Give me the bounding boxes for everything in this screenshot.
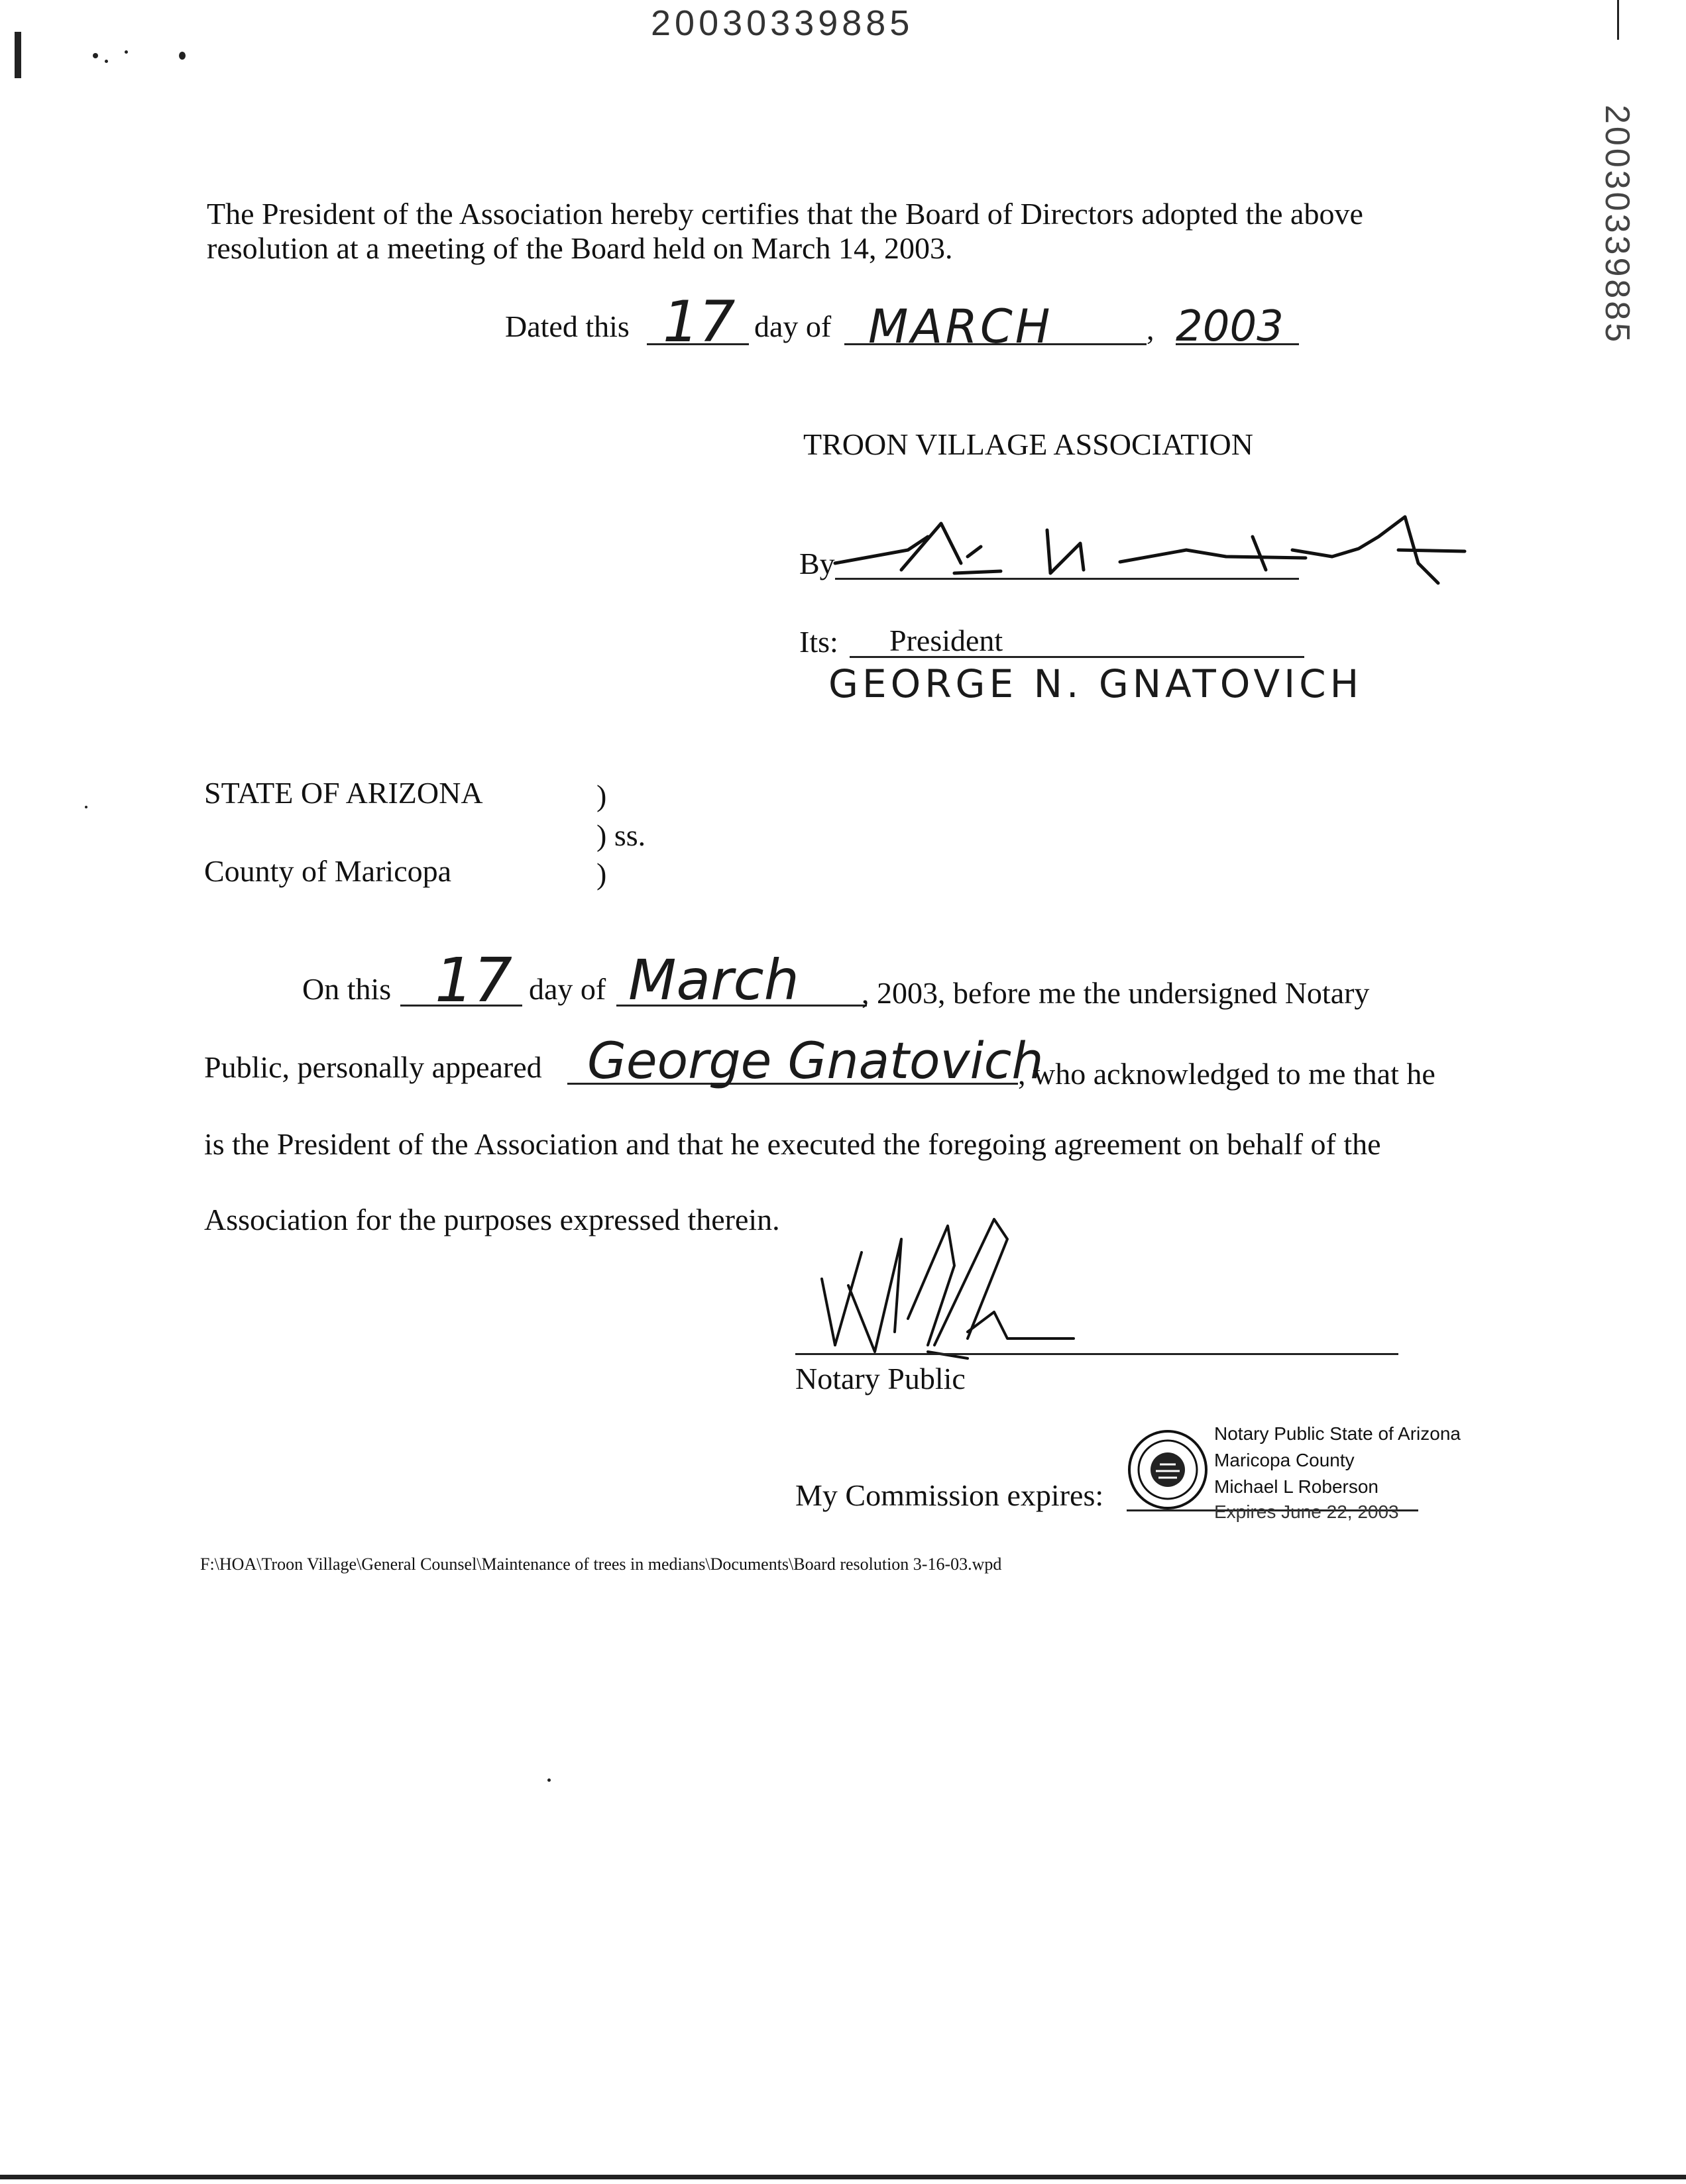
notary-stamp-line-1: Notary Public State of Arizona xyxy=(1214,1423,1461,1444)
ack-rest-2: , who acknowledged to me that he xyxy=(1018,1057,1435,1091)
dated-prefix: Dated this xyxy=(505,309,630,343)
dated-comma: , xyxy=(1147,312,1154,346)
commission-label: My Commission expires: xyxy=(795,1478,1104,1512)
officer-title: President xyxy=(889,624,1003,657)
ack-public-appeared: Public, personally appeared xyxy=(204,1050,542,1084)
certification-line-1: The President of the Association hereby certifies that the Board of Directors adopted the above xyxy=(207,197,1363,231)
scan-speck xyxy=(179,52,186,60)
margin-stamp: 20030339885 xyxy=(1598,105,1636,345)
right-edge-mark xyxy=(1617,0,1619,40)
scan-speck xyxy=(105,60,108,63)
file-path: F:\HOA\Troon Village\General Counsel\Maintenance of trees in medians\Documents\Board resolution 3-16-03.wpd xyxy=(200,1555,1002,1574)
venue-paren-3: ) xyxy=(596,857,607,891)
printed-name: GEORGE N. GNATOVICH xyxy=(828,661,1363,706)
scan-speck xyxy=(93,53,98,58)
venue-ss: ) ss. xyxy=(596,818,646,852)
ack-on-this: On this xyxy=(302,972,392,1006)
notary-stamp-line-2: Maricopa County xyxy=(1214,1450,1355,1470)
dated-month: MARCH xyxy=(868,300,1053,354)
document-number: 20030339885 xyxy=(651,3,914,43)
president-signature xyxy=(828,510,1491,610)
ack-month: March xyxy=(628,948,799,1012)
ack-rest-1: , 2003, before me the undersigned Notary xyxy=(862,976,1370,1010)
dated-year: 2003 xyxy=(1176,302,1284,351)
ack-day: 17 xyxy=(435,945,513,1016)
notary-signature-line xyxy=(795,1353,1398,1355)
notary-seal-icon xyxy=(1127,1429,1209,1511)
association-name: TROON VILLAGE ASSOCIATION xyxy=(803,427,1253,461)
its-label: Its: xyxy=(799,625,838,659)
dated-mid: day of xyxy=(754,309,832,343)
dated-day: 17 xyxy=(663,289,736,355)
scan-speck xyxy=(125,50,128,54)
left-edge-mark xyxy=(15,32,21,78)
by-label: By xyxy=(799,547,835,580)
certification-line-2: resolution at a meeting of the Board held on March 14, 2003. xyxy=(207,231,953,265)
scan-speck xyxy=(547,1778,551,1782)
ack-line-4: Association for the purposes expressed therein. xyxy=(204,1203,780,1236)
ack-line-3: is the President of the Association and that he executed the foregoing agreement on behalf of the xyxy=(204,1127,1381,1161)
venue-state: STATE OF ARIZONA xyxy=(204,776,483,810)
scan-speck xyxy=(85,806,87,808)
notary-stamp-line-4: Expires June 22, 2003 xyxy=(1214,1502,1399,1522)
ack-day-of: day of xyxy=(529,972,606,1006)
ack-appeared-name: George Gnatovich xyxy=(587,1031,1044,1090)
notary-stamp-line-3: Michael L Roberson xyxy=(1214,1476,1378,1497)
bottom-edge-line xyxy=(0,2175,1686,2179)
notary-signature xyxy=(795,1213,1100,1372)
venue-paren-1: ) xyxy=(596,779,607,812)
notary-label: Notary Public xyxy=(795,1362,966,1395)
venue-county: County of Maricopa xyxy=(204,854,452,888)
